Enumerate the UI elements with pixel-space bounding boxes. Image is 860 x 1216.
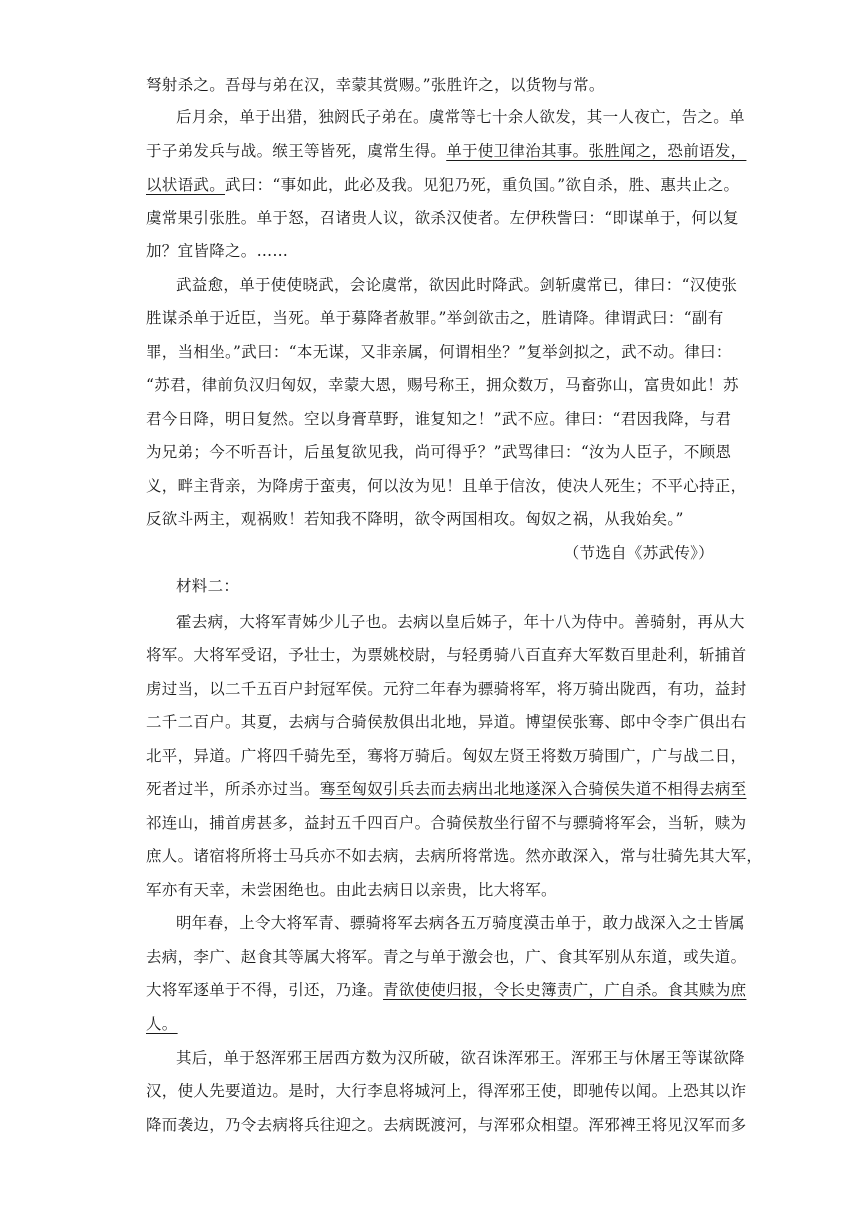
- text-line: 霍去病，大将军青姊少儿子也。去病以皇后姊子，年十八为侍中。善骑射，再从大: [176, 613, 745, 631]
- text-line: 去病，李广、赵食其等属大将军。青之与单于激会也，广、食其军别从东道，或失道。: [146, 948, 747, 966]
- text-line: 义，畔主背亲，为降虏于蛮夷，何以汝为见！且单于信汝，使决人死生；不平心持正，: [146, 477, 747, 495]
- underlined-phrase: 骞至匈奴引兵去而去病出北地遂深入合骑侯失道不相得去病至: [319, 780, 747, 798]
- text-line: 虞常果引张胜。单于怒，召诸贵人议，欲杀汉使者。左伊秩訾曰：“即谋单于，何以复: [146, 209, 739, 227]
- text-line: 汉，使人先要道边。是时，大行李息将城河上，得浑邪王使，即驰传以闻。上恐其以诈: [146, 1082, 747, 1100]
- text-line: 胜谋杀单于近臣，当死。单于募降者赦罪。”举剑欲击之，胜请降。律谓武曰：“副有: [146, 309, 724, 327]
- text-line: 军亦有天幸，未尝困绝也。由此去病日以亲贵，比大将军。: [146, 881, 557, 899]
- text-line: 死者过半，所杀亦过当。骞至匈奴引兵去而去病出北地遂深入合骑侯失道不相得去病至: [146, 780, 747, 798]
- text-line: 于子弟发兵与战。缑王等皆死，虞常生得。单于使卫律治其事。张胜闻之，恐前语发，: [146, 142, 747, 160]
- text-line: 君今日降，明日复然。空以身膏草野，谁复知之！”武不应。律曰：“君因我降，与君: [146, 410, 732, 428]
- section-heading: 材料二：: [176, 577, 240, 595]
- text-line: 二千二百户。其夏，去病与合骑侯敖俱出北地，异道。博望侯张骞、郎中令李广俱出右: [146, 713, 747, 731]
- text-line: 大将军逐单于不得，引还，乃逢。青欲使使归报，令长史簿责广，广自杀。食其赎为庶: [146, 981, 747, 999]
- text-line: 虏过当，以二千五百户封冠军侯。元狩二年春为骠骑将军，将万骑出陇西，有功，益封: [146, 680, 747, 698]
- underlined-phrase: 青欲使使归报，令长史簿责广，广自杀。食其赎为庶: [383, 981, 747, 999]
- text-line: 以状语武。武曰：“事如此，此必及我。见犯乃死，重负国。”欲自杀，胜、惠共止之。: [146, 176, 740, 194]
- source-citation: （节选自《苏武传》）: [563, 544, 714, 562]
- text-line: 弩射杀之。吾母与弟在汉，幸蒙其赏赐。”张胜许之，以货物与常。: [146, 76, 605, 94]
- text-line: 降而袭边，乃令去病将兵往迎之。去病既渡河，与浑邪众相望。浑邪裨王将见汉军而多: [146, 1116, 747, 1134]
- underlined-phrase: 以状语武。: [146, 176, 226, 194]
- text-line: 武益愈，单于使使晓武，会论虞常，欲因此时降武。剑斩虞常已，律曰：“汉使张: [176, 276, 738, 294]
- text-line: 罪，当相坐。”武曰：“本无谋，又非亲属，何谓相坐？”复举剑拟之，武不动。律曰：: [146, 343, 732, 361]
- text-line: 庶人。诸宿将所将士马兵亦不如去病，去病所将常选。然亦敢深入，常与壮骑先其大军，: [146, 847, 763, 865]
- text-line: 反欲斗两主，观祸败！若知我不降明，欲令两国相攻。匈奴之祸，从我始矣。”: [146, 510, 684, 528]
- text-line: 祁连山，捕首虏甚多，益封五千四百户。合骑侯敖坐行留不与骠骑将军会，当斩，赎为: [146, 814, 747, 832]
- underlined-phrase: 单于使卫律治其事。张胜闻之，恐前语发，: [446, 142, 747, 160]
- text-line: 为兄弟；今不听吾计，后虽复欲见我，尚可得乎？”武骂律曰：“汝为人臣子，不顾恩: [146, 443, 732, 461]
- underlined-phrase: 人。: [146, 1015, 178, 1033]
- text-line: 明年春，上令大将军青、骠骑将军去病各五万骑度漠击单于，敢力战深入之士皆属: [176, 914, 745, 932]
- text-line: “苏君，律前负汉归匈奴，幸蒙大恩，赐号称王，拥众数万，马畜弥山，富贵如此！苏: [146, 376, 739, 394]
- text-line: [146, 1014, 716, 1034]
- text-line: 北平，异道。广将四千骑先至，骞将万骑后。匈奴左贤王将数万骑围广，广与战二日，: [146, 747, 747, 765]
- text-line: 加？宜皆降之。……: [146, 242, 289, 260]
- text-line: 其后，单于怒浑邪王居西方数为汉所破，欲召诛浑邪王。浑邪王与休屠王等谋欲降: [176, 1049, 745, 1067]
- text-line: 后月余，单于出猎，独阏氏子弟在。虞常等七十余人欲发，其一人夜亡，告之。单: [176, 108, 745, 126]
- text-line: 将军。大将军受诏，予壮士，为票姚校尉，与轻勇骑八百直弃大军数百里赴利，斩捕首: [146, 646, 747, 664]
